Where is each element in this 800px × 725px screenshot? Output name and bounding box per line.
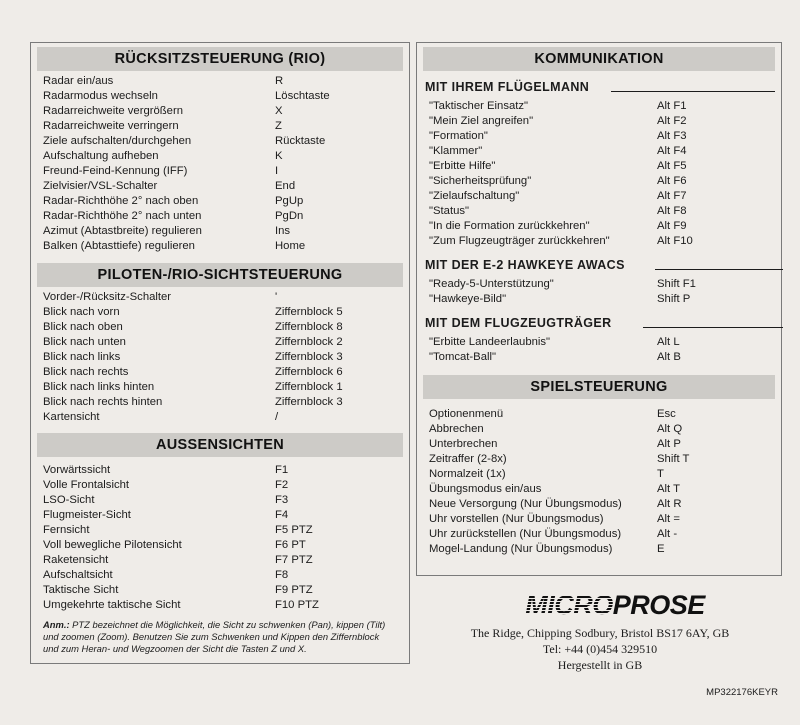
control-action: Blick nach rechts: [43, 366, 129, 378]
control-key: Z: [275, 120, 282, 132]
control-key: Ziffernblock 6: [275, 366, 343, 378]
control-key: E: [657, 543, 665, 555]
control-action: Radar-Richthöhe 2° nach oben: [43, 195, 199, 207]
control-row: [429, 114, 781, 129]
control-row: [43, 149, 409, 164]
control-action: Blick nach unten: [43, 336, 126, 348]
control-row: [429, 527, 781, 542]
external-views-title: AUSSENSICHTEN: [37, 433, 403, 457]
control-action: Blick nach vorn: [43, 306, 120, 318]
control-key: /: [275, 411, 279, 423]
control-key: Alt F4: [657, 145, 687, 157]
external-views-list: [31, 457, 409, 613]
control-action: Radarreichweite verringern: [43, 120, 179, 132]
control-row: [43, 365, 409, 380]
carrier-commands-list: [417, 335, 781, 365]
control-action: Fernsicht: [43, 524, 90, 536]
control-key: Alt F5: [657, 160, 687, 172]
control-action: "Status": [429, 205, 470, 217]
control-row: [43, 239, 409, 254]
control-key: Alt F2: [657, 115, 687, 127]
control-action: Raketensicht: [43, 554, 109, 566]
control-action: Aufschaltung aufheben: [43, 150, 159, 162]
control-key: Ziffernblock 5: [275, 306, 343, 318]
control-row: [43, 320, 409, 335]
control-key: F6 PT: [275, 539, 306, 551]
control-row: [43, 508, 409, 523]
control-action: Kartensicht: [43, 411, 100, 423]
control-action: Zeitraffer (2-8x): [429, 453, 507, 465]
control-action: Volle Frontalsicht: [43, 479, 130, 491]
control-action: Taktische Sicht: [43, 584, 119, 596]
ptz-note: [31, 613, 409, 655]
heading-rule: [655, 269, 783, 270]
control-row: [43, 164, 409, 179]
control-action: Flugmeister-Sicht: [43, 509, 131, 521]
control-key: Alt F7: [657, 190, 687, 202]
control-key: Alt -: [657, 528, 678, 540]
control-row: [43, 179, 409, 194]
control-action: Übungsmodus ein/aus: [429, 483, 542, 495]
control-action: "Erbitte Hilfe": [429, 160, 496, 172]
control-row: [43, 119, 409, 134]
control-row: [43, 194, 409, 209]
control-row: [429, 452, 781, 467]
control-row: [43, 598, 409, 613]
control-action: "Mein Ziel angreifen": [429, 115, 534, 127]
control-key: Shift T: [657, 453, 690, 465]
control-action: "Formation": [429, 130, 488, 142]
publisher-address: The Ridge, Chipping Sodbury, Bristol BS17 6AY, GB: [470, 626, 730, 640]
control-action: Zielvisier/VSL-Schalter: [43, 180, 158, 192]
control-key: Ziffernblock 8: [275, 321, 343, 333]
control-key: R: [275, 75, 284, 87]
control-row: [43, 493, 409, 508]
control-row: [43, 410, 409, 425]
control-row: [43, 395, 409, 410]
control-key: Alt F3: [657, 130, 687, 142]
control-action: Voll bewegliche Pilotensicht: [43, 539, 182, 551]
control-row: [43, 335, 409, 350]
control-key: Alt F8: [657, 205, 687, 217]
control-action: Uhr zurückstellen (Nur Übungsmodus): [429, 528, 622, 540]
view-controls-list: [31, 287, 409, 425]
awacs-heading-text: MIT DER E-2 HAWKEYE AWACS: [425, 258, 625, 272]
control-row: [429, 542, 781, 557]
awacs-heading: [425, 257, 781, 273]
control-row: [429, 350, 781, 365]
publisher-phone: Tel: +44 (0)454 329510: [542, 642, 658, 656]
carrier-heading: [425, 315, 781, 331]
control-action: Vorwärtssicht: [43, 464, 111, 476]
control-row: [429, 497, 781, 512]
control-action: Unterbrechen: [429, 438, 498, 450]
note-text: PTZ bezeichnet die Möglichkeit, die Sicht zu schwenken (Pan), kippen (Tilt) und zoomen (Zoom). Benutzen Sie zum Schwenken und Kippen den Ziffernblock und zum Heran- und Wegzoomen der Sicht die Tasten Z und X.: [43, 619, 386, 654]
control-action: Blick nach links hinten: [43, 381, 155, 393]
control-action: "Erbitte Landeerlaubnis": [429, 336, 551, 348]
communication-title: KOMMUNIKATION: [423, 47, 775, 71]
control-action: Freund-Feind-Kennung (IFF): [43, 165, 188, 177]
control-row: [43, 553, 409, 568]
control-key: Alt T: [657, 483, 681, 495]
control-action: "Zum Flugzeugträger zurückkehren": [429, 235, 610, 247]
control-key: Ziffernblock 2: [275, 336, 343, 348]
carrier-heading-text: MIT DEM FLUGZEUGTRÄGER: [425, 316, 612, 330]
control-row: [43, 583, 409, 598]
control-row: [43, 463, 409, 478]
heading-rule: [611, 91, 775, 92]
control-key: Rücktaste: [275, 135, 326, 147]
control-row: [429, 422, 781, 437]
control-row: [43, 538, 409, 553]
control-key: End: [275, 180, 296, 192]
rio-controls-title: RÜCKSITZSTEUERUNG (RIO): [37, 47, 403, 71]
control-action: Azimut (Abtastbreite) regulieren: [43, 225, 202, 237]
control-key: F9 PTZ: [275, 584, 313, 596]
publisher-footer: [430, 590, 770, 673]
control-key: Alt Q: [657, 423, 683, 435]
control-row: [43, 305, 409, 320]
control-action: Normalzeit (1x): [429, 468, 506, 480]
control-row: [429, 99, 781, 114]
control-key: Alt P: [657, 438, 681, 450]
control-row: [429, 174, 781, 189]
control-action: "Hawkeye-Bild": [429, 293, 507, 305]
control-action: Aufschaltsicht: [43, 569, 113, 581]
control-key: F8: [275, 569, 289, 581]
control-key: Alt F6: [657, 175, 687, 187]
control-row: [429, 189, 781, 204]
control-action: "Zielaufschaltung": [429, 190, 520, 202]
control-row: [429, 437, 781, 452]
control-row: [429, 512, 781, 527]
control-action: Radar-Richthöhe 2° nach unten: [43, 210, 202, 222]
control-row: [43, 104, 409, 119]
control-action: LSO-Sicht: [43, 494, 95, 506]
control-row: [43, 209, 409, 224]
control-key: Alt R: [657, 498, 682, 510]
control-action: Radarmodus wechseln: [43, 90, 158, 102]
control-row: [429, 335, 781, 350]
control-key: F3: [275, 494, 289, 506]
note-label: Anm.:: [43, 619, 70, 630]
control-action: Umgekehrte taktische Sicht: [43, 599, 181, 611]
wingman-heading-text: MIT IHREM FLÜGELMANN: [425, 80, 590, 94]
wingman-heading: [425, 79, 781, 95]
control-key: K: [275, 150, 283, 162]
control-key: F7 PTZ: [275, 554, 313, 566]
control-key: Esc: [657, 408, 676, 420]
control-key: I: [275, 165, 279, 177]
control-key: Ins: [275, 225, 291, 237]
control-action: Blick nach links: [43, 351, 121, 363]
heading-rule: [643, 327, 783, 328]
control-row: [429, 219, 781, 234]
control-row: [43, 350, 409, 365]
awacs-commands-list: [417, 277, 781, 307]
control-key: T: [657, 468, 664, 480]
control-row: [429, 292, 781, 307]
control-action: Abbrechen: [429, 423, 484, 435]
control-row: [429, 482, 781, 497]
control-row: [43, 568, 409, 583]
control-key: F4: [275, 509, 289, 521]
control-row: [429, 407, 781, 422]
control-key: PgDn: [275, 210, 304, 222]
control-action: "Ready-5-Unterstützung": [429, 278, 554, 290]
control-key: F2: [275, 479, 289, 491]
control-key: F1: [275, 464, 289, 476]
control-action: "In die Formation zurückkehren": [429, 220, 590, 232]
control-action: Radar ein/aus: [43, 75, 114, 87]
view-controls-title: PILOTEN-/RIO-SICHTSTEUERUNG: [37, 263, 403, 287]
control-action: Optionenmenü: [429, 408, 504, 420]
control-action: "Klammer": [429, 145, 483, 157]
control-row: [429, 234, 781, 249]
control-action: Balken (Abtasttiefe) regulieren: [43, 240, 195, 252]
control-row: [43, 224, 409, 239]
left-panel: [30, 42, 410, 664]
control-row: [429, 129, 781, 144]
control-action: Mogel-Landung (Nur Übungsmodus): [429, 543, 613, 555]
catalog-number: MP322176KEYR: [706, 687, 778, 698]
control-action: "Tomcat-Ball": [429, 351, 497, 363]
control-action: Uhr vorstellen (Nur Übungsmodus): [429, 513, 604, 525]
control-action: "Sicherheitsprüfung": [429, 175, 532, 187]
control-key: Alt F1: [657, 100, 687, 112]
control-key: Alt =: [657, 513, 680, 525]
microprose-logo: MICROPROSE: [525, 590, 705, 620]
control-key: Alt L: [657, 336, 680, 348]
control-row: [43, 89, 409, 104]
control-row: [429, 144, 781, 159]
right-panel: [416, 42, 782, 576]
wingman-commands-list: [417, 99, 781, 249]
control-action: Ziele aufschalten/durchgehen: [43, 135, 192, 147]
control-key: X: [275, 105, 283, 117]
control-action: Vorder-/Rücksitz-Schalter: [43, 291, 172, 303]
control-row: [43, 74, 409, 89]
control-action: Blick nach rechts hinten: [43, 396, 163, 408]
control-row: [429, 204, 781, 219]
control-row: [429, 277, 781, 292]
control-row: [43, 380, 409, 395]
control-key: F5 PTZ: [275, 524, 313, 536]
game-controls-list: [417, 399, 781, 557]
control-key: Ziffernblock 3: [275, 396, 343, 408]
control-key: Ziffernblock 1: [275, 381, 343, 393]
control-key: Alt F9: [657, 220, 687, 232]
control-key: Alt F10: [657, 235, 693, 247]
control-action: "Taktischer Einsatz": [429, 100, 529, 112]
control-action: Blick nach oben: [43, 321, 123, 333]
control-key: Löschtaste: [275, 90, 330, 102]
control-row: [43, 523, 409, 538]
control-row: [43, 290, 409, 305]
control-action: Radarreichweite vergrößern: [43, 105, 184, 117]
control-action: Neue Versorgung (Nur Übungsmodus): [429, 498, 622, 510]
control-key: Shift F1: [657, 278, 696, 290]
game-controls-title: SPIELSTEUERUNG: [423, 375, 775, 399]
control-key: Alt B: [657, 351, 681, 363]
control-key: F10 PTZ: [275, 599, 319, 611]
control-key: Shift P: [657, 293, 691, 305]
control-key: Ziffernblock 3: [275, 351, 343, 363]
control-row: [43, 134, 409, 149]
made-in-label: Hergestellt in GB: [557, 658, 643, 672]
control-key: ': [275, 291, 278, 303]
control-row: [429, 467, 781, 482]
rio-controls-list: [31, 71, 409, 254]
control-row: [43, 478, 409, 493]
control-key: Home: [275, 240, 306, 252]
control-key: PgUp: [275, 195, 304, 207]
control-row: [429, 159, 781, 174]
